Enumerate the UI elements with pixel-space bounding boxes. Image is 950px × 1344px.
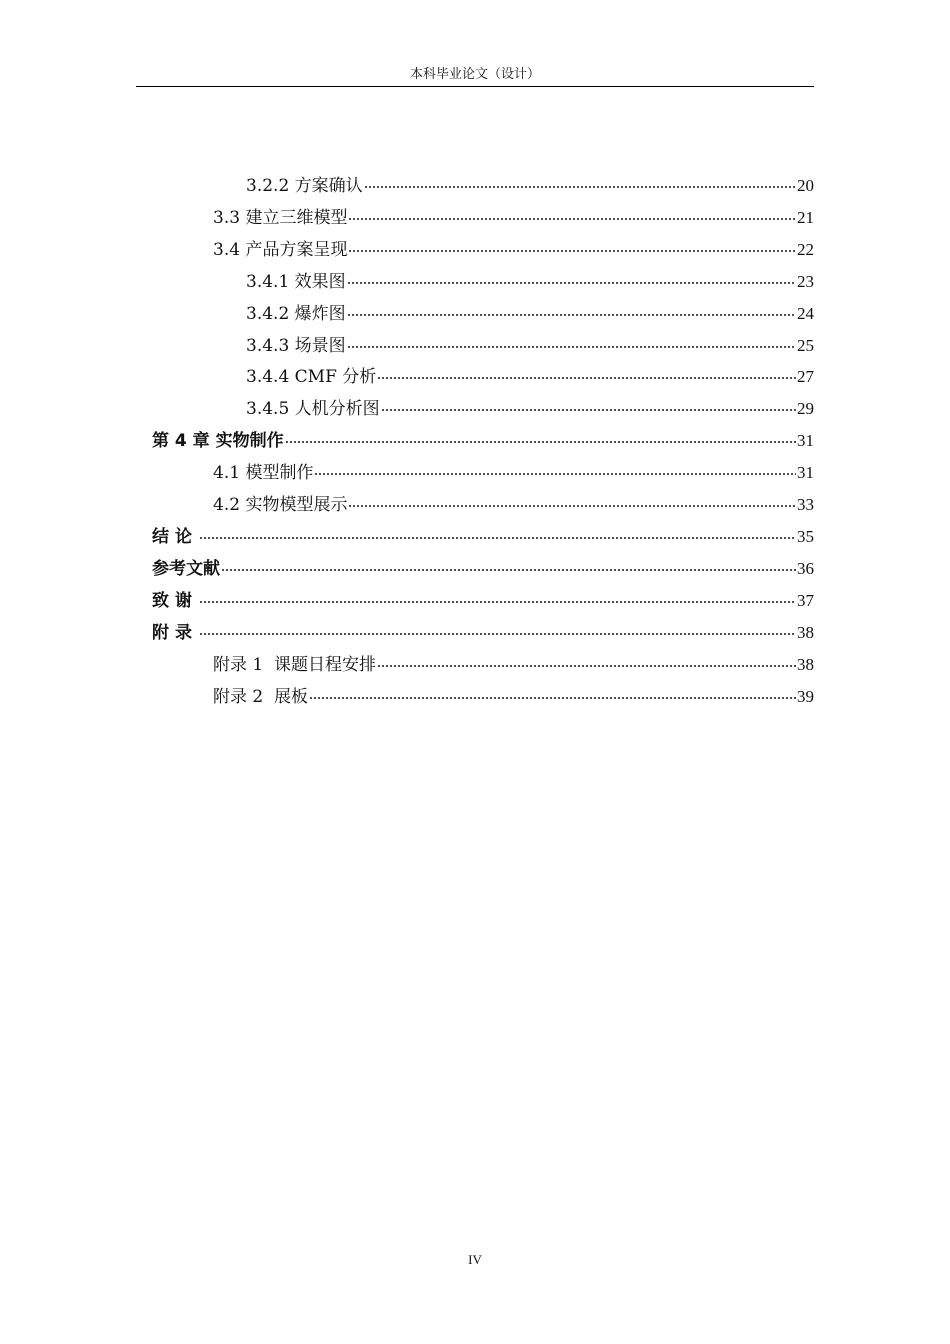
toc-entry-page: 36 [797, 559, 814, 578]
toc-leader-dots [377, 377, 796, 379]
toc-entry-appendix[interactable] [152, 619, 814, 647]
toc-leader-dots [347, 282, 796, 284]
toc-entry-page: 31 [797, 463, 814, 482]
toc-entry-appendix-1[interactable] [213, 651, 814, 679]
toc-entry-4-1[interactable] [213, 459, 814, 487]
toc-entry-title: 4.1 模型制作 [213, 463, 314, 483]
toc-leader-dots [309, 697, 796, 699]
toc-entry-title: 附录 1 课题日程安排 [213, 655, 377, 675]
toc-entry-title: 第 4 章 实物制作 [152, 431, 284, 451]
toc-entry-page: 29 [797, 399, 814, 418]
toc-entry-title: 3.4.2 爆炸图 [246, 304, 346, 324]
toc-entry-title: 3.2.2 方案确认 [246, 176, 363, 196]
toc-entry-page: 31 [797, 431, 814, 450]
toc-entry-conclusion[interactable] [152, 523, 814, 551]
toc-entry-page: 33 [797, 495, 814, 514]
page-number: IV [468, 1252, 482, 1267]
toc-leader-dots [199, 601, 796, 603]
toc-entry-page: 39 [797, 687, 814, 706]
toc-entry-page: 24 [797, 304, 814, 323]
toc-leader-dots [348, 250, 796, 252]
toc-leader-dots [199, 633, 796, 635]
toc-entry-3-4-4[interactable] [246, 363, 814, 391]
toc-leader-dots [347, 314, 796, 316]
toc-entry-references[interactable] [152, 555, 814, 583]
toc-entry-3-4-3[interactable] [246, 332, 814, 360]
toc-entry-page: 27 [797, 367, 814, 386]
toc-entry-title: 3.4.5 人机分析图 [246, 399, 380, 419]
toc-entry-title: 致谢 [152, 591, 198, 611]
toc-entry-page: 23 [797, 272, 814, 291]
toc-leader-dots [285, 441, 796, 443]
toc-entry-title: 结论 [152, 527, 198, 547]
toc-entry-4-2[interactable] [213, 491, 814, 519]
toc-entry-title: 3.4.3 场景图 [246, 336, 346, 356]
toc-entry-3-4-5[interactable] [246, 395, 814, 423]
toc-leader-dots [314, 473, 796, 475]
toc-entry-page: 25 [797, 336, 814, 355]
toc-leader-dots [347, 346, 796, 348]
toc-entry-title: 3.4.4 CMF 分析 [246, 367, 377, 387]
toc-entry-page: 22 [797, 240, 814, 259]
toc-entry-3-4-2[interactable] [246, 300, 814, 328]
toc-leader-dots [364, 186, 796, 188]
toc-leader-dots [381, 409, 796, 411]
toc-entry-page: 38 [797, 655, 814, 674]
toc-entry-page: 37 [797, 591, 814, 610]
toc-entry-title: 参考文献 [152, 559, 220, 579]
toc-entry-chapter-4[interactable] [152, 427, 814, 455]
toc-entry-page: 21 [797, 208, 814, 227]
toc-entry-3-2-2[interactable] [246, 172, 814, 200]
header-title: 本科毕业论文（设计） [409, 67, 540, 82]
toc-entry-appendix-2[interactable] [213, 683, 814, 711]
toc-entry-3-3[interactable] [213, 204, 814, 232]
toc-leader-dots [377, 665, 796, 667]
toc-entry-title: 4.2 实物模型展示 [213, 495, 348, 515]
toc-entry-3-4[interactable] [213, 236, 814, 264]
toc-leader-dots [348, 218, 796, 220]
page-header [136, 66, 814, 87]
toc-entry-title: 附录 2 展板 [213, 687, 309, 707]
toc-entry-title: 3.3 建立三维模型 [213, 208, 348, 228]
toc-entry-acknowledgements[interactable] [152, 587, 814, 615]
toc-leader-dots [199, 537, 796, 539]
toc-entry-page: 20 [797, 176, 814, 195]
toc-entry-page: 38 [797, 623, 814, 642]
toc-entry-page: 35 [797, 527, 814, 546]
toc-leader-dots [348, 505, 796, 507]
toc-entry-title: 3.4 产品方案呈现 [213, 240, 348, 260]
toc-entry-title: 附录 [152, 623, 198, 643]
toc-entry-3-4-1[interactable] [246, 268, 814, 296]
toc-entry-title: 3.4.1 效果图 [246, 272, 346, 292]
toc-leader-dots [221, 569, 796, 571]
